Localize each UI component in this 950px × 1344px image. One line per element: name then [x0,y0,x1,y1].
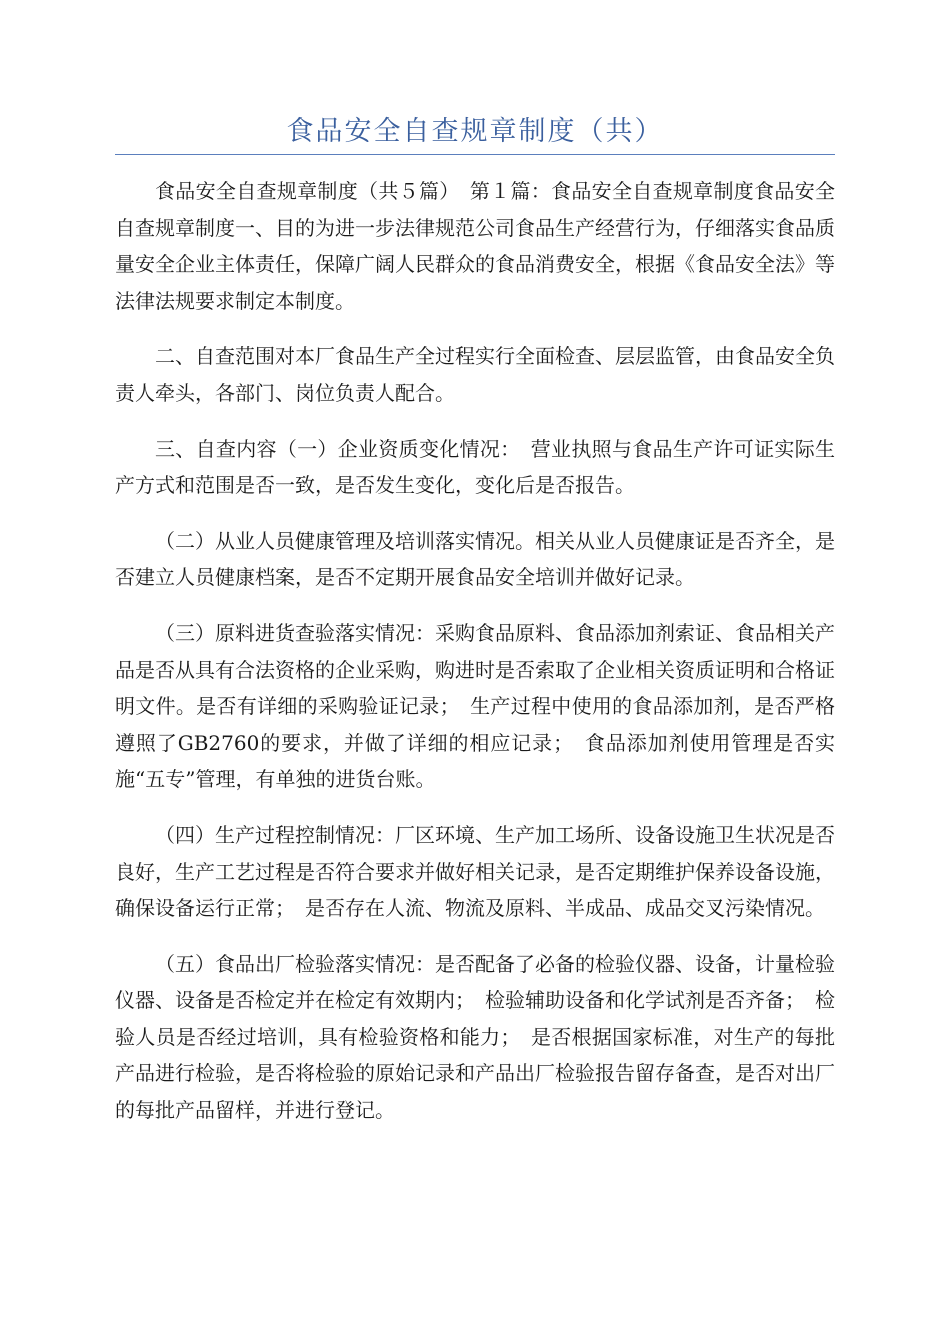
paragraph-scope: 二、自查范围对本厂食品生产全过程实行全面检查、层层监管，由食品安全负责人牵头，各部门、岗位负责人配合。 [115,344,835,405]
paragraph-content-2: （二）从业人员健康管理及培训落实情况。相关从业人员健康证是否齐全，是否建立人员健康档案，是否不定期开展食品安全培训并做好记录。 [115,528,835,590]
paragraph-content-1: 三、自查内容（一）企业资质变化情况： 营业执照与食品生产许可证实际生产方式和范围是否一致，是否发生变化，变化后是否报告。 [115,436,835,498]
title-underline [115,154,835,155]
paragraph-intro: 食品安全自查规章制度（共５篇） 第１篇：食品安全自查规章制度食品安全自查规章制度一、目的为进一步法律规范公司食品生产经营行为，仔细落实食品质量安全企业主体责任，保障广阔人民群众的食品消费安全，根据《食品安全法》等法律法规要求制定本制度。 [115,179,835,313]
paragraph-content-4: （四）生产过程控制情况：厂区环境、生产加工场所、设备设施卫生状况是否良好，生产工艺过程是否符合要求并做好相关记录，是否定期维护保养设备设施，确保设备运行正常； 是否存在人流、物流及原料、半成品、成品交叉污染情况。 [115,822,835,921]
paragraph-content-5: （五）食品出厂检验落实情况：是否配备了必备的检验仪器、设备，计量检验仪器、设备是否检定并在检定有效期内； 检验辅助设备和化学试剂是否齐备； 检验人员是否经过培训，具有检验资格和能力； 是否根据国家标准，对生产的每批产品进行检验，是否将检验的原始记录和产品出厂检验报告留存备查，是否对出厂的每批产品留样，并进行登记。 [115,951,835,1123]
document-body [115,173,835,1148]
paragraph-content-3: （三）原料进货查验落实情况：采购食品原料、食品添加剂索证、食品相关产品是否从具有合法资格的企业采购，购进时是否索取了企业相关资质证明和合格证明文件。是否有详细的采购验证记录； 生产过程中使用的食品添加剂，是否严格遵照了GB2760的要求，并做了详细的相应记录； 食品添加剂使用管理是否实施“五专”管理，有单独的进货台账。 [115,620,835,792]
document-title: 食品安全自查规章制度（共） [286,116,664,147]
